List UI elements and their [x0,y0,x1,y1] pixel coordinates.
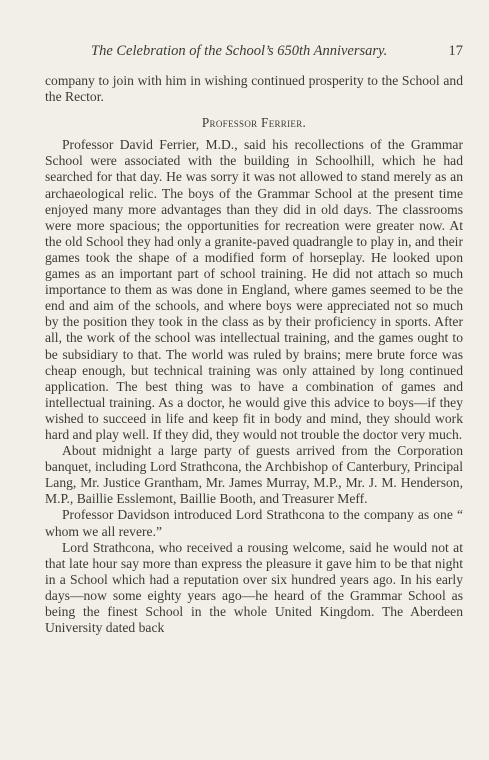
paragraph-davidson-introduction: Professor Davidson introduced Lord Strathcona to the company as one “ whom we all revere.” [45,507,463,539]
body-text [45,73,463,636]
running-title: The Celebration of the School’s 650th Anniversary. [91,43,388,59]
section-heading: Professor Ferrier. [201,115,307,131]
paragraph-ferrier-speech: Professor David Ferrier, M.D., said his recollections of the Grammar School were associated with the building in Schoolhill, which he had searched for that day. He was sorry it was not allowed to stand merely as an archaeological relic. The boys of the Grammar School at the present time enjoyed many more advantages than they did in old days. The classrooms were more spacious; the opportunities for recreation were greater now. At the old School they had only a granite-paved quadrangle to play in, and their games took the shape of a modified form of horseplay. He looked upon games as an important part of school training. He did not attach so much importance to them as was done in England, where games seemed to be the end and aim of the schools, and where boys were appreciated not so much by the position they took in the class as by their proficiency in sports. After all, the work of the school was intellectual training, and the games ought to be subsidiary to that. The world was ruled by brains; mere brute force was cheap enough, but technical training was only attained by long continued application. The best thing was to have a combination of games and intellectual training. As a doctor, he would give this advice to boys—if they wished to succeed in life and keep fit in body and mind, they should work hard and play well. If they did, they would not trouble the doctor very much. [45,137,463,442]
paragraph-continuation: company to join with him in wishing continued prosperity to the School and the Rector. [45,73,463,105]
paragraph-strathcona-speech: Lord Strathcona, who received a rousing welcome, said he would not at that late hour say more than express the pleasure it gave him to be that night in a School which had a reputation over six hundred years ago. In his early days—now some eighty years ago—he heard of the Grammar School as being the finest School in the whole United Kingdom. The Aberdeen University dated back [45,539,463,636]
page-number: 17 [448,43,463,59]
running-header [45,43,463,60]
paragraph-guests-arrival: About midnight a large party of guests arrived from the Corporation banquet, including Lord Strathcona, the Archbishop of Canterbury, Principal Lang, Mr. Justice Grantham, Mr. James Murray, M.P., Mr. J. M. Henderson, M.P., Baillie Esslemont, Baillie Booth, and Treasurer Meff. [45,443,463,507]
